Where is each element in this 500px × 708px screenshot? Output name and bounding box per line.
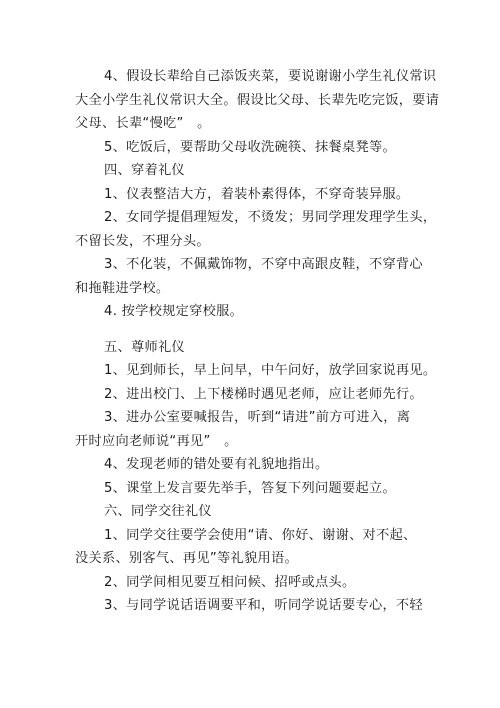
section-heading: 四、穿着礼仪	[104, 163, 185, 178]
paragraph-line: 2、同学间相见要互相问候、招呼或点头。	[104, 575, 356, 590]
paragraph-line: 3、与同学说话语调要平和，听同学说话要专心，不轻	[104, 598, 423, 613]
paragraph-line: 和拖鞋进学校。	[75, 281, 170, 296]
paragraph-line: 4、发现老师的错处要有礼貌地指出。	[104, 457, 329, 472]
paragraph-line: 2、女同学提倡理短发，不烫发；男同学理发理学生头，	[104, 210, 437, 225]
paragraph-line: 大全小学生礼仪常识大全。假设比父母、长辈先吃完饭，要请	[75, 93, 440, 108]
paragraph-line: 3、进办公室要喊报告，听到“请进”前方可进入，离	[104, 410, 411, 425]
paragraph-line: 4. 按学校规定穿校服。	[104, 304, 244, 319]
paragraph-line: 开时应向老师说“再见” 。	[75, 434, 238, 449]
paragraph-line: 父母、长辈“慢吃” 。	[75, 116, 211, 131]
paragraph-line: 1、仪表整洁大方，着装朴素得体，不穿奇装异服。	[104, 187, 410, 202]
paragraph-line: 1、见到师长，早上问早，中午问好，放学回家说再见。	[104, 363, 437, 378]
section-heading: 六、同学交往礼仪	[104, 504, 212, 519]
paragraph-line: 5、吃饭后，要帮助父母收洗碗筷、抹餐桌凳等。	[104, 140, 396, 155]
paragraph-line: 5、课堂上发言要先举手，答复下列问题要起立。	[104, 481, 396, 496]
paragraph-line: 不留长发，不理分头。	[75, 234, 210, 249]
paragraph-line: 1、同学交往要学会使用“请、你好、谢谢、对不起、	[104, 528, 417, 543]
paragraph-line: 4、假设长辈给自己添饭夹菜，要说谢谢小学生礼仪常识	[104, 69, 437, 84]
paragraph-line: 没关系、别客气、再见”等礼貌用语。	[75, 551, 298, 566]
paragraph-line: 3、不化装，不佩戴饰物，不穿中高跟皮鞋，不穿背心	[104, 257, 423, 272]
paragraph-line: 2、进出校门、上下楼梯时遇见老师，应让老师先行。	[104, 387, 423, 402]
section-heading: 五、尊师礼仪	[104, 340, 185, 355]
